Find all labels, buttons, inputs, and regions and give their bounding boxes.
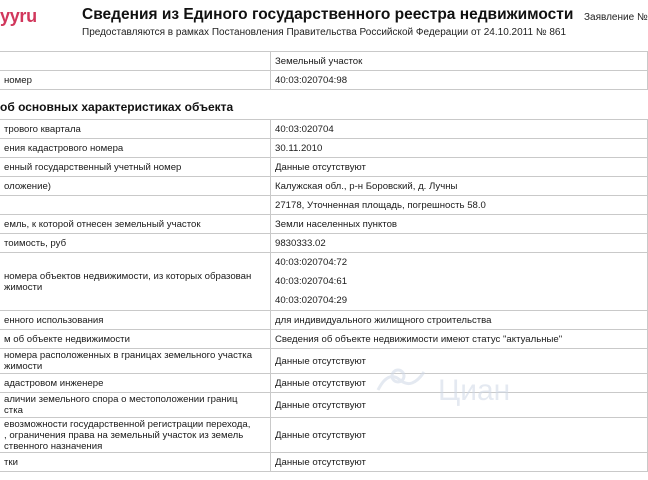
request-number-label: Заявление № — [584, 12, 648, 23]
row-label: евозможности государственной регистрации перехода, , ограничения права на земельный участок из земель ственного назначения — [0, 418, 271, 453]
row-value: для индивидуального жилищного строительства — [271, 311, 648, 330]
table-row — [0, 253, 648, 311]
characteristics-table — [0, 119, 648, 472]
row-value: 40:03:020704:98 — [271, 71, 648, 90]
table-row — [0, 453, 648, 472]
row-value: 30.11.2010 — [271, 139, 648, 158]
row-label: тки — [0, 453, 271, 472]
row-label — [0, 253, 271, 311]
table-row — [0, 196, 648, 215]
row-label: тоимость, руб — [0, 234, 271, 253]
row-label: номера расположенных в границах земельного участка жимости — [0, 349, 271, 374]
table-row — [0, 52, 648, 71]
document-title: Сведения из Единого государственного реестра недвижимости — [82, 6, 574, 23]
row-value: 27178, Уточненная площадь, погрешность 58.0 — [271, 196, 648, 215]
table-row — [0, 71, 648, 90]
related-cadastral-number: 40:03:020704:61 — [275, 276, 348, 287]
row-value: Данные отсутствуют — [271, 453, 648, 472]
related-cadastral-number: 40:03:020704:29 — [275, 295, 348, 306]
document-subtitle: Предоставляются в рамках Постановления Правительства Российской Федерации от 24.10.2011 № 861 — [82, 27, 567, 38]
table-row — [0, 234, 648, 253]
table-row — [0, 158, 648, 177]
label-line: жимости — [4, 281, 43, 293]
row-label: ения кадастрового номера — [0, 139, 271, 158]
table-row — [0, 330, 648, 349]
table-row — [0, 374, 648, 393]
row-value: 9830333.02 — [271, 234, 648, 253]
row-value: Данные отсутствуют — [271, 349, 648, 374]
row-label — [0, 196, 271, 215]
row-label — [0, 52, 271, 71]
object-type-table — [0, 51, 648, 90]
row-label: оложение) — [0, 177, 271, 196]
row-label: адастровом инженере — [0, 374, 271, 393]
row-value: Земли населенных пунктов — [271, 215, 648, 234]
row-label: номер — [0, 71, 271, 90]
row-label: м об объекте недвижимости — [0, 330, 271, 349]
section-title: об основных характеристиках объекта — [0, 100, 234, 114]
table-row — [0, 215, 648, 234]
watermark-text: Циан — [438, 374, 511, 407]
row-label: трового квартала — [0, 120, 271, 139]
row-value: Данные отсутствуют — [271, 374, 648, 393]
table-row — [0, 349, 648, 374]
row-value: Данные отсутствуют — [271, 158, 648, 177]
row-value-list — [271, 253, 648, 311]
row-label: енного использования — [0, 311, 271, 330]
row-label: аличии земельного спора о местоположении границ стка — [0, 393, 271, 418]
label-line: номера объектов недвижимости, из которых образован — [4, 270, 252, 282]
table-row — [0, 177, 648, 196]
row-label: енный государственный учетный номер — [0, 158, 271, 177]
row-value: 40:03:020704 — [271, 120, 648, 139]
row-value: Данные отсутствуют — [271, 418, 648, 453]
row-value: Калужская обл., р-н Боровский, д. Лучны — [271, 177, 648, 196]
row-value: Земельный участок — [271, 52, 648, 71]
site-logo[interactable]: yyru — [0, 6, 37, 26]
row-label: емль, к которой отнесен земельный участок — [0, 215, 271, 234]
row-value: Сведения об объекте недвижимости имеют статус "актуальные" — [271, 330, 648, 349]
table-row — [0, 418, 648, 453]
row-value: Данные отсутствуют — [271, 393, 648, 418]
related-cadastral-number: 40:03:020704:72 — [275, 257, 348, 268]
table-row — [0, 139, 648, 158]
document-header — [0, 0, 648, 46]
table-row — [0, 120, 648, 139]
table-row — [0, 311, 648, 330]
table-row — [0, 393, 648, 418]
